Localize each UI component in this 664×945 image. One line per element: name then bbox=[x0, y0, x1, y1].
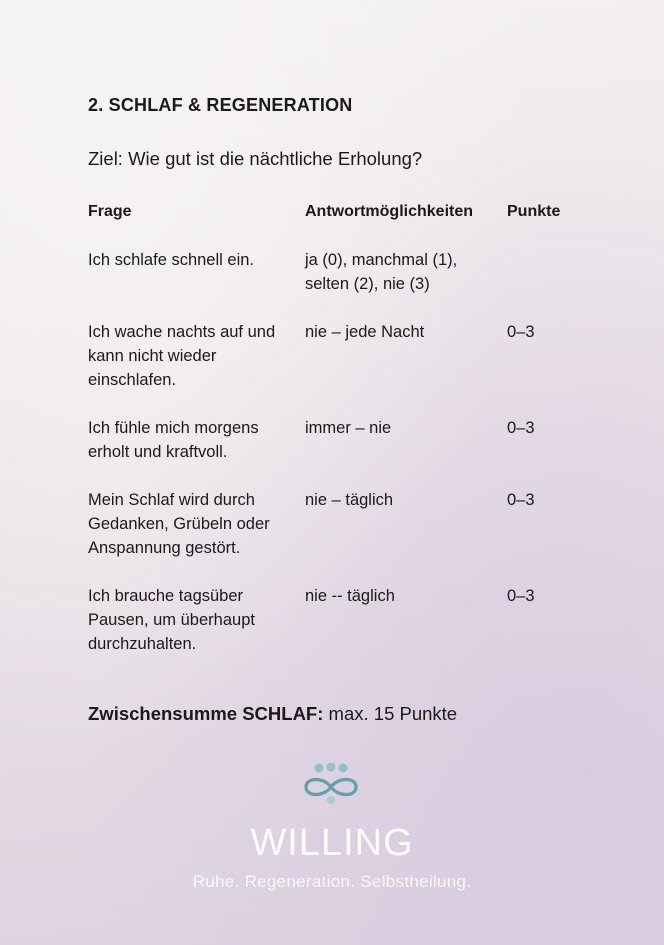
column-header-punkte: Punkte bbox=[507, 203, 561, 220]
answer-options: immer – nie bbox=[305, 419, 392, 437]
subtotal-value: max. 15 Punkte bbox=[328, 703, 458, 724]
subtotal-label: Zwischensumme SCHLAF: bbox=[88, 703, 324, 724]
column-header-frage: Frage bbox=[88, 203, 132, 220]
section-goal: Ziel: Wie gut ist die nächtliche Erholung? bbox=[88, 148, 423, 169]
question-text: Ich schlafe schnell ein. bbox=[88, 251, 255, 269]
points: 0–3 bbox=[507, 323, 535, 341]
answer-options: nie – jede Nacht bbox=[305, 323, 425, 341]
section-title: 2. SCHLAF & REGENERATION bbox=[88, 95, 353, 115]
points: 0–3 bbox=[507, 491, 535, 509]
answer-options: ja (0), manchmal (1), selten (2), nie (3) bbox=[305, 251, 458, 293]
question-text: Ich brauche tagsüber Pausen, um überhaupt durchzuhalten. bbox=[88, 587, 255, 653]
question-text: Ich fühle mich morgens erholt und kraftvoll. bbox=[88, 419, 259, 461]
points: 0–3 bbox=[507, 419, 535, 437]
brand-tagline: Ruhe. Regeneration. Selbstheilung. bbox=[192, 872, 472, 891]
answer-options: nie -- täglich bbox=[305, 587, 395, 605]
question-text: Mein Schlaf wird durch Gedanken, Grübeln oder Anspannung gestört. bbox=[88, 491, 270, 557]
answer-options: nie – täglich bbox=[305, 491, 394, 509]
column-header-antwort: Antwortmöglichkeiten bbox=[305, 203, 474, 220]
subtotal bbox=[88, 703, 457, 725]
points: 0–3 bbox=[507, 587, 535, 605]
infinity-dots-logo-icon bbox=[300, 760, 362, 806]
question-text: Ich wache nachts auf und kann nicht wieder einschlafen. bbox=[88, 323, 276, 389]
brand-name: WILLING bbox=[250, 822, 414, 864]
